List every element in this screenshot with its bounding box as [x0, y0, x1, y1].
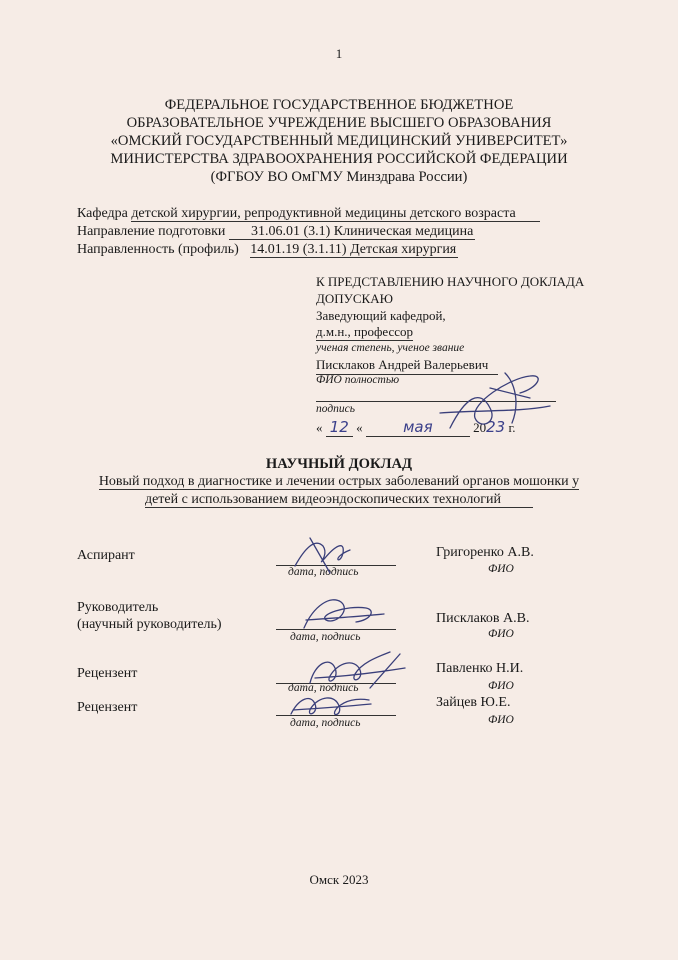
signatory-role: Рецензент — [77, 700, 138, 715]
date-year-prefix: 20 — [473, 420, 487, 435]
aspirant-signature-image — [285, 528, 365, 578]
approval-degree-caption: ученая степень, ученое звание — [316, 342, 465, 354]
page-number: 1 — [335, 46, 343, 61]
profile-label: Направленность (профиль) — [77, 242, 239, 257]
signatory-name: Писклаков А.В. — [436, 611, 530, 626]
report-topic-line-2-wrap — [0, 492, 678, 508]
approval-line-1: К ПРЕДСТАВЛЕНИЮ НАУЧНОГО ДОКЛАДА — [316, 274, 585, 289]
signatory-name-caption: ФИО — [488, 628, 514, 640]
signatory-role-detail: (научный руководитель) — [77, 617, 222, 632]
direction-value: 31.06.01 (3.1) Клиническая медицина — [229, 224, 475, 240]
signatory-name-caption: ФИО — [488, 714, 514, 726]
report-topic-line-2: детей с использованием видеоэндоскопических технологий — [145, 492, 533, 508]
approval-line-2: ДОПУСКАЮ — [316, 291, 393, 306]
profile-value: 14.01.19 (3.1.11) Детская хирургия — [250, 242, 457, 257]
signature-caption: дата, подпись — [290, 631, 361, 643]
date-year-end: г. — [508, 420, 516, 435]
signature-caption: дата, подпись — [290, 717, 361, 729]
report-topic-line-1-wrap — [0, 474, 678, 490]
signatory-name: Григоренко А.В. — [436, 545, 534, 560]
signatory-name: Зайцев Ю.Е. — [436, 695, 511, 710]
direction-row — [77, 224, 475, 240]
department-label: Кафедра — [77, 206, 128, 221]
signatory-name-caption: ФИО — [488, 680, 514, 692]
footer-city-year: Омск 2023 — [309, 872, 369, 887]
department-value: детской хирургии, репродуктивной медицины детского возраста — [131, 206, 539, 222]
date-open-quote: « — [316, 420, 323, 435]
signatory-role: Рецензент — [77, 666, 138, 681]
report-title: НАУЧНЫЙ ДОКЛАД — [265, 456, 413, 472]
header-line-2: ОБРАЗОВАТЕЛЬНОЕ УЧРЕЖДЕНИЕ ВЫСШЕГО ОБРАЗОВАНИЯ — [126, 115, 552, 131]
approval-signature-caption: подпись — [316, 403, 356, 415]
approval-name: Писклаков Андрей Валерьевич — [316, 357, 489, 372]
supervisor-signature-image — [296, 590, 386, 636]
header-line-1: ФЕДЕРАЛЬНОЕ ГОСУДАРСТВЕННОЕ БЮДЖЕТНОЕ — [164, 97, 514, 113]
signatory-role: Руководитель — [77, 600, 159, 615]
department-row — [77, 206, 540, 222]
approval-position: Заведующий кафедрой, — [316, 308, 446, 323]
profile-row — [77, 242, 458, 258]
signatory-role: Аспирант — [77, 548, 135, 563]
approval-degree: д.м.н., профессор — [316, 324, 414, 339]
report-topic-line-1: Новый подход в диагностике и лечении острых заболеваний органов мошонки у — [98, 474, 580, 489]
date-year-suffix: 23 — [486, 418, 506, 436]
header-line-5: (ФГБОУ ВО ОмГМУ Минздрава России) — [210, 169, 468, 185]
head-signature-image — [420, 368, 560, 438]
date-day: 12 — [326, 418, 353, 437]
signatory-name: Павленко Н.И. — [436, 661, 524, 676]
date-mid-quote: « — [356, 420, 363, 435]
signatory-name-caption: ФИО — [488, 563, 514, 575]
reviewer-2-signature-image — [285, 688, 375, 724]
date-month: мая — [366, 418, 470, 437]
approval-name-caption: ФИО полностью — [316, 374, 400, 386]
signature-caption: дата, подпись — [288, 566, 359, 578]
header-line-3: «ОМСКИЙ ГОСУДАРСТВЕННЫЙ МЕДИЦИНСКИЙ УНИВЕРСИТЕТ» — [110, 133, 568, 149]
header-line-4: МИНИСТЕРСТВА ЗДРАВООХРАНЕНИЯ РОССИЙСКОЙ ФЕДЕРАЦИИ — [110, 151, 568, 167]
direction-label: Направление подготовки — [77, 224, 226, 239]
signature-caption: дата, подпись — [288, 682, 359, 694]
